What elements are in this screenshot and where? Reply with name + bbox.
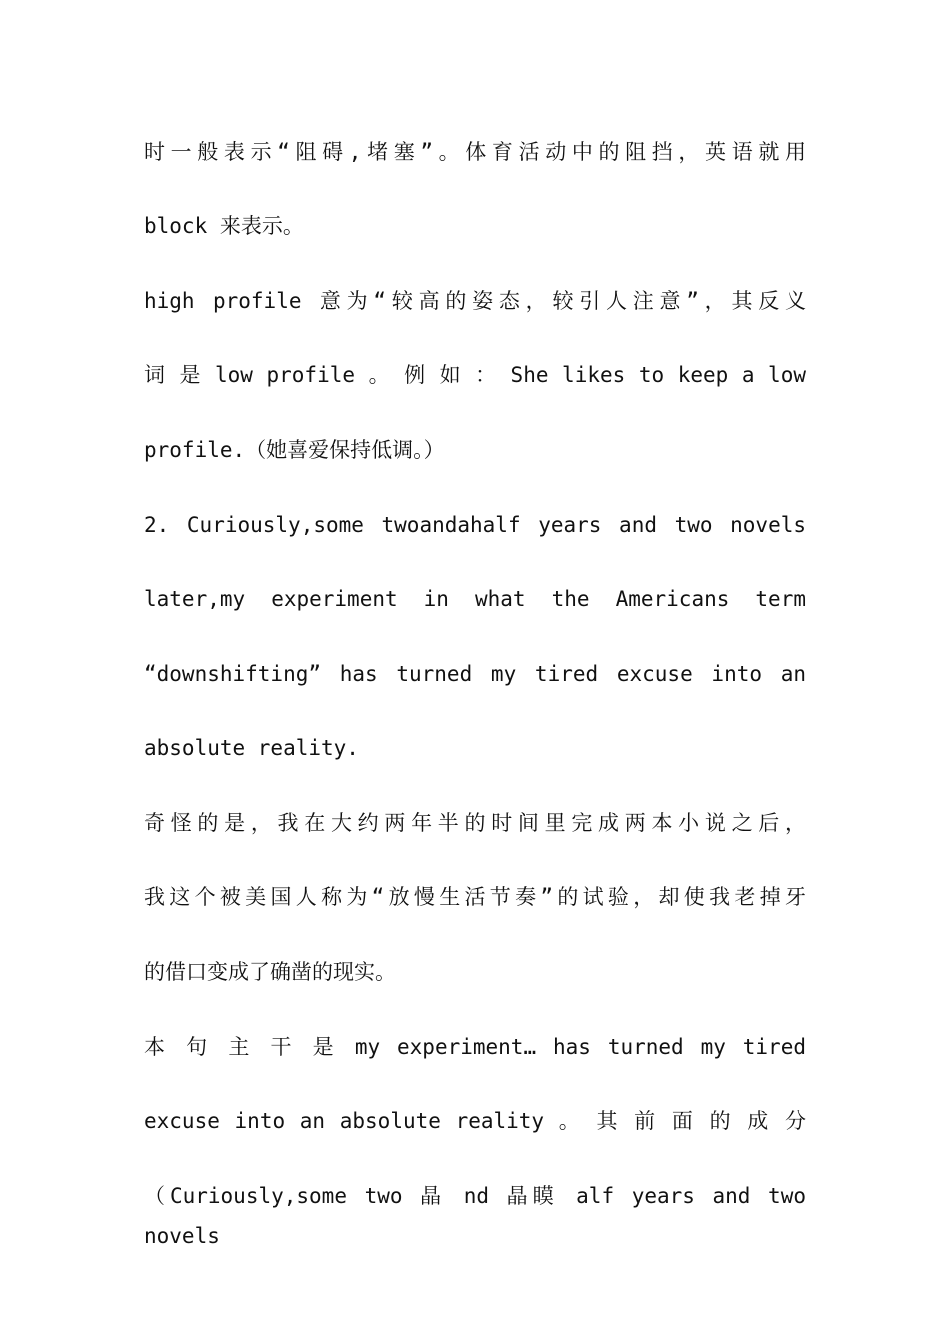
text-line-12: 的借口变成了确凿的现实。 [144, 960, 396, 984]
text-line-3: high profile 意为“较高的姿态，较引人注意”，其反义 [144, 289, 806, 313]
text-line-11: 我这个被美国人称为“放慢生活节奏”的试验，却使我老掉牙 [144, 885, 806, 909]
text-line-5: profile.（她喜爱保持低调。） [144, 438, 445, 462]
text-line-14: excuse into an absolute reality 。 其 前 面 的 成 分 [144, 1109, 806, 1133]
text-line-8: “downshifting” has turned my tired excuse into an [144, 662, 806, 686]
text-line-15: （Curiously,some two 晶 nd 晶瞙 alf years and two novels [144, 1184, 806, 1248]
text-line-4: 词 是 low profile 。 例 如 ： She likes to keep a low [144, 363, 806, 387]
text-line-7: later,my experiment in what the Americans term [144, 587, 806, 611]
text-line-9: absolute reality. [144, 736, 359, 760]
text-line-10: 奇怪的是，我在大约两年半的时间里完成两本小说之后， [144, 811, 806, 835]
text-line-6: 2. Curiously,some twoandahalf years and two novels [144, 513, 806, 537]
text-line-1: 时一般表示“阻碍,堵塞”。体育活动中的阻挡，英语就用 [144, 140, 806, 164]
text-line-13: 本 句 主 干 是 my experiment… has turned my tired [144, 1035, 806, 1059]
text-line-2: block 来表示。 [144, 214, 304, 238]
